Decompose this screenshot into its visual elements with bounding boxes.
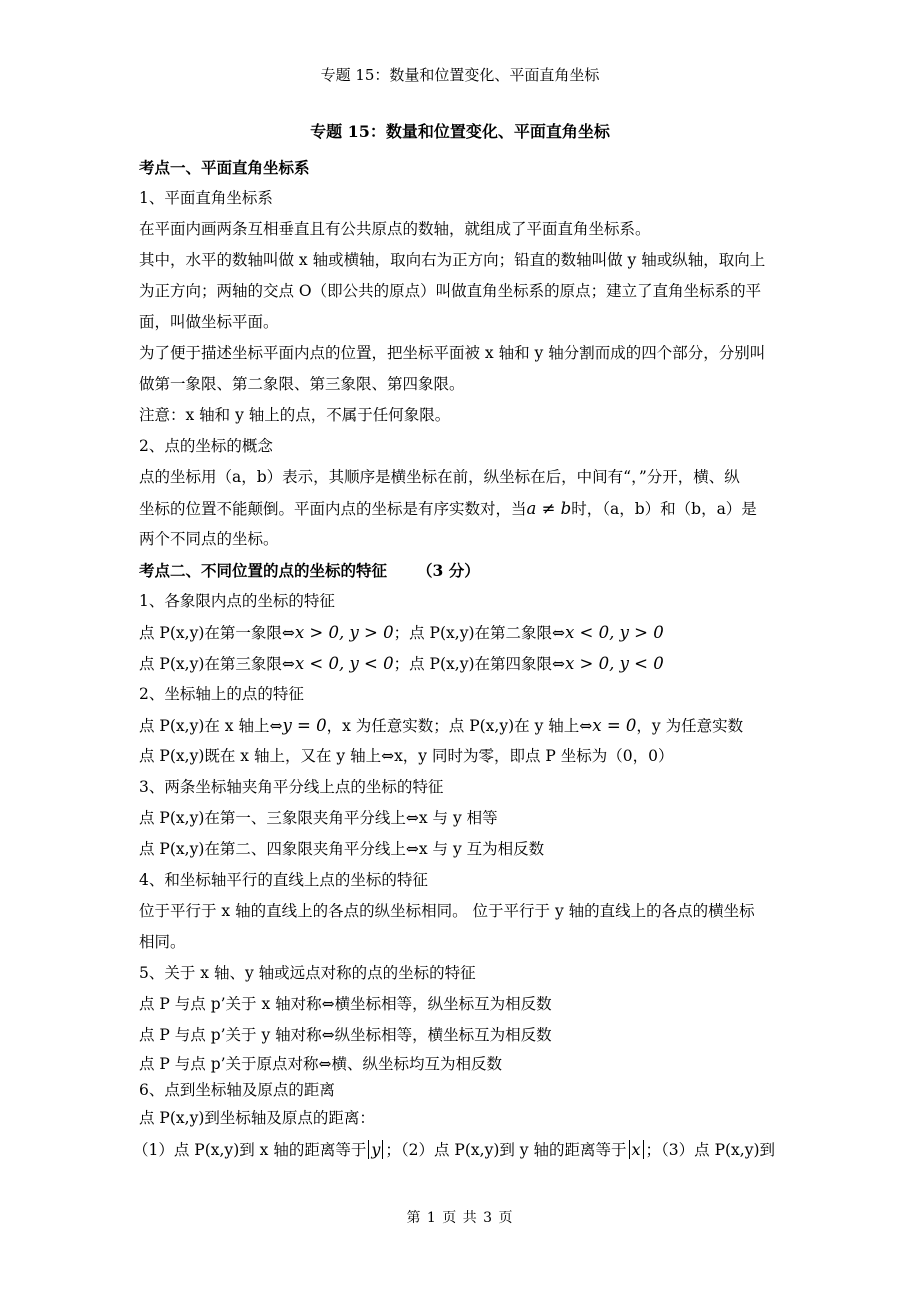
text: 点 P(x,y)在第一象限⇔ <box>139 624 295 642</box>
section-heading-2 <box>139 555 784 586</box>
text: ，y 为任意实数 <box>636 717 744 735</box>
paragraph: 在平面内画两条互相垂直且有公共原点的数轴，就组成了平面直角坐标系。 <box>139 220 651 238</box>
math-expression: a ≠ b <box>526 499 572 518</box>
paragraph: 点 P(x,y)到坐标轴及原点的距离： <box>139 1109 375 1127</box>
paragraph: 其中，水平的数轴叫做 x 轴或横轴，取向右为正方向；铅直的数轴叫做 y 轴或纵轴，取向上 <box>139 251 766 269</box>
paragraph: 点 P 与点 p’关于 x 轴对称⇔横坐标相等，纵坐标互为相反数 <box>139 995 552 1013</box>
text: ；点 P(x,y)在第二象限⇔ <box>393 624 565 642</box>
text: ；（3）点 P(x,y)到 <box>645 1141 776 1159</box>
text: 坐标的位置不能颠倒。平面内点的坐标是有序实数对，当 <box>139 500 527 518</box>
text: ；（2）点 P(x,y)到 y 轴的距离等于 <box>385 1141 627 1159</box>
absolute-value-x: x <box>629 1140 644 1159</box>
formula-line <box>139 617 784 648</box>
page-header: 专题 15：数量和位置变化、平面直角坐标 <box>320 66 600 84</box>
text: 点 P(x,y)在 x 轴上⇔ <box>139 717 283 735</box>
subheading: 5、关于 x 轴、y 轴或远点对称的点的坐标的特征 <box>139 964 476 982</box>
subheading: 4、和坐标轴平行的直线上点的坐标的特征 <box>139 871 428 889</box>
section-heading-1: 考点一、平面直角坐标系 <box>139 158 310 177</box>
text: 时，（a，b）和（b，a）是 <box>571 500 757 518</box>
math-expression: x < 0, y < 0 <box>294 654 394 673</box>
paragraph: 做第一象限、第二象限、第三象限、第四象限。 <box>139 375 465 393</box>
text: 点 P(x,y)在第三象限⇔ <box>139 655 295 673</box>
subheading: 1、各象限内点的坐标的特征 <box>139 592 335 610</box>
paragraph: 点 P(x,y)既在 x 轴上，又在 y 轴上⇔x，y 同时为零，即点 P 坐标为（0，0） <box>139 747 674 765</box>
paragraph: 为了便于描述坐标平面内点的位置，把坐标平面被 x 轴和 y 轴分割而成的四个部分，分别叫 <box>139 344 766 362</box>
paragraph: 面，叫做坐标平面。 <box>139 313 279 331</box>
subheading: 1、平面直角坐标系 <box>139 189 273 207</box>
subheading: 2、坐标轴上的点的特征 <box>139 685 304 703</box>
formula-line <box>139 648 784 679</box>
paragraph <box>139 493 784 524</box>
document-body <box>133 152 784 1165</box>
text: ，x 为任意实数；点 P(x,y)在 y 轴上⇔ <box>326 717 593 735</box>
math-expression: y = 0 <box>282 716 327 735</box>
subheading: 6、点到坐标轴及原点的距离 <box>139 1081 335 1099</box>
absolute-value-y: y <box>368 1140 383 1159</box>
page-footer: 第 1 页 共 3 页 <box>406 1210 514 1226</box>
math-expression: x = 0 <box>592 716 637 735</box>
math-expression: x > 0, y > 0 <box>294 623 394 642</box>
math-expression: x > 0, y < 0 <box>565 654 664 673</box>
paragraph: 两个不同点的坐标。 <box>139 530 279 548</box>
paragraph: 点 P(x,y)在第二、四象限夹角平分线上⇔x 与 y 互为相反数 <box>139 840 545 858</box>
paragraph: 点 P(x,y)在第一、三象限夹角平分线上⇔x 与 y 相等 <box>139 809 498 827</box>
subheading: 2、点的坐标的概念 <box>139 437 273 455</box>
formula-line <box>139 710 784 741</box>
heading-text: 考点二、不同位置的点的坐标的特征 <box>139 561 388 580</box>
paragraph: 点的坐标用（a，b）表示，其顺序是横坐标在前，纵坐标在后，中间有“，”分开，横、纵 <box>139 468 740 486</box>
text: （1）点 P(x,y)到 x 轴的距离等于 <box>133 1141 367 1159</box>
paragraph: 为正方向；两轴的交点 O（即公共的原点）叫做直角坐标系的原点；建立了直角坐标系的平 <box>139 282 762 300</box>
text: ；点 P(x,y)在第四象限⇔ <box>393 655 565 673</box>
paragraph: 相同。 <box>139 933 186 951</box>
note: 注意：x 轴和 y 轴上的点，不属于任何象限。 <box>139 406 451 424</box>
paragraph: 点 P 与点 p’关于 y 轴对称⇔纵坐标相等，横坐标互为相反数 <box>139 1026 552 1044</box>
math-expression: x < 0, y > 0 <box>565 623 664 642</box>
paragraph: 点 P 与点 p’关于原点对称⇔横、纵坐标均互为相反数 <box>139 1055 503 1073</box>
subheading: 3、两条坐标轴夹角平分线上点的坐标的特征 <box>139 778 444 796</box>
formula-line <box>133 1134 784 1165</box>
document-title: 专题 15：数量和位置变化、平面直角坐标 <box>310 122 610 141</box>
score-label: （3 分） <box>417 561 480 580</box>
paragraph: 位于平行于 x 轴的直线上的各点的纵坐标相同。 位于平行于 y 轴的直线上的各点的横坐标 <box>139 902 755 920</box>
